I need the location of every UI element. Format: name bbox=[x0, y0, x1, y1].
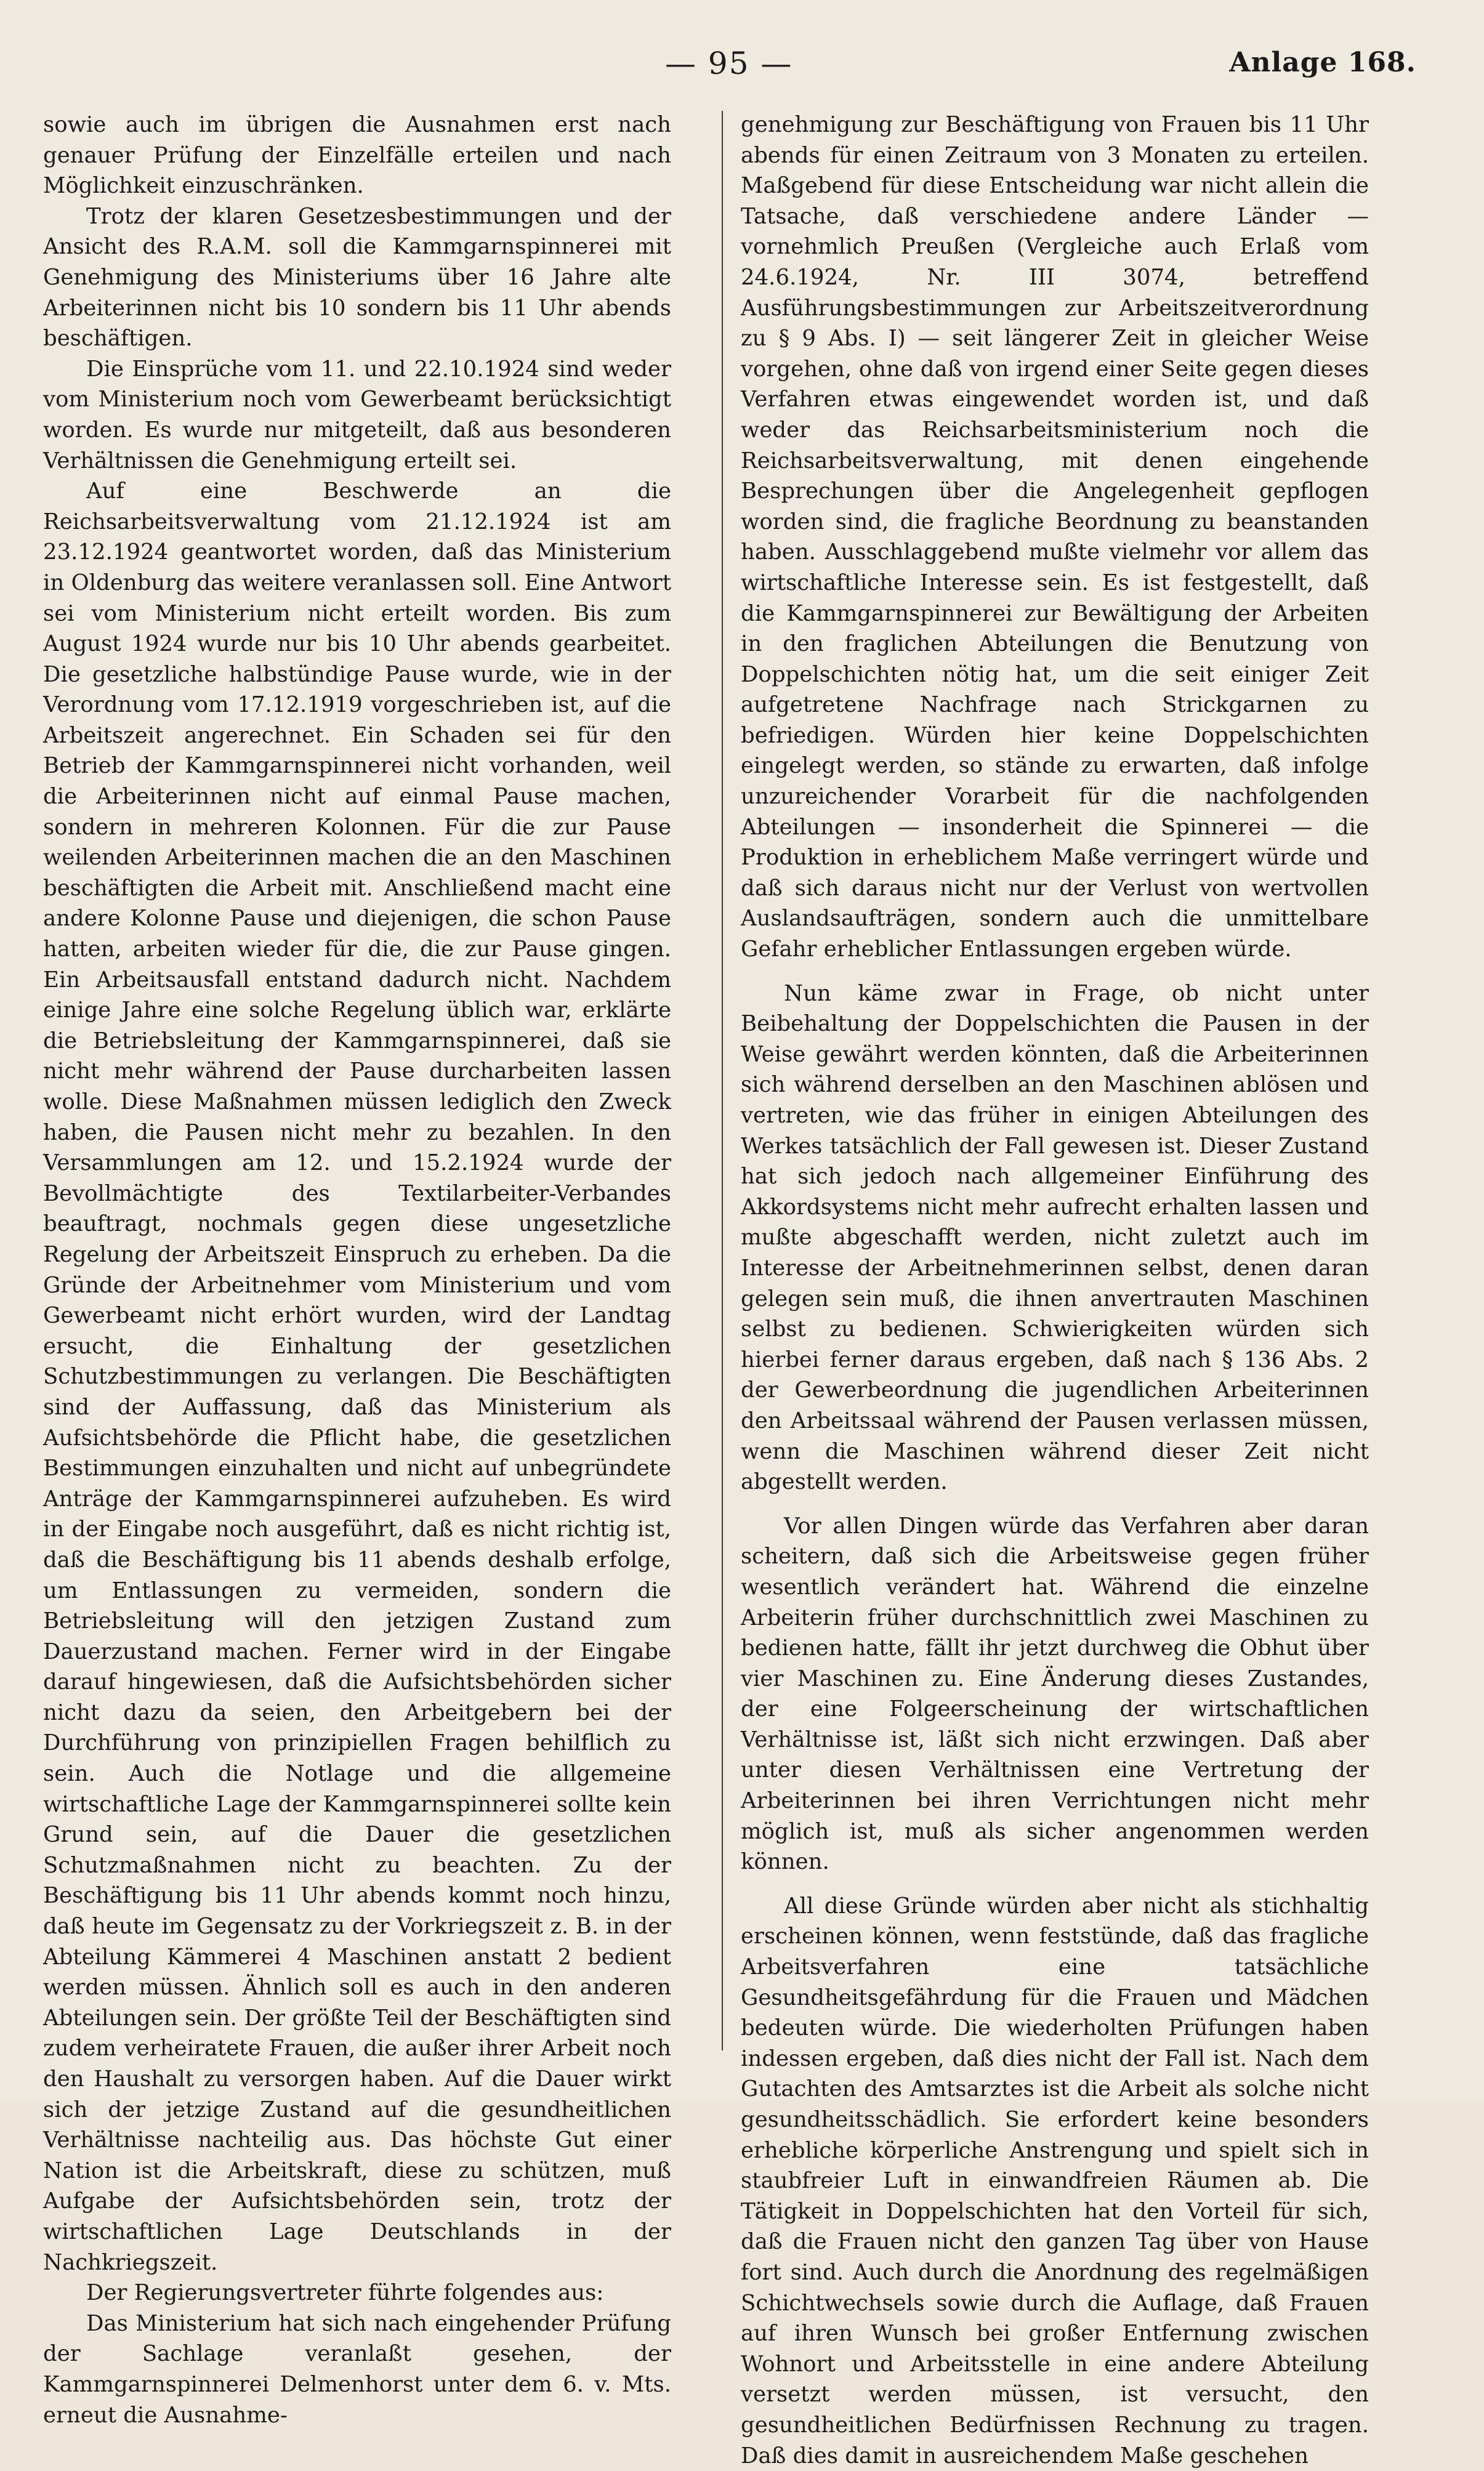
page-number: — 95 — bbox=[665, 46, 793, 81]
paragraph: Das Ministerium hat sich nach eingehender Prüfung der Sachlage veranlaßt gesehen, der Kammgarnspinnerei Delmenhorst unter dem 6. v. Mts. erneut die Ausnahme- bbox=[43, 2310, 671, 2428]
annex-label: Anlage 168. bbox=[1229, 47, 1416, 78]
paragraph: Nun käme zwar in Frage, ob nicht unter Beibehaltung der Doppelschichten die Pausen in der Weise gewährt werden könnten, daß die Arbeiterinnen sich während derselben an den Maschinen ablösen und vertreten, wie das früher in einigen Abteilungen des Werkes tatsächlich der Fall gewesen ist. Dieser Zustand hat sich jedoch nach allgemeiner Einführung des Akkordsystems nicht mehr aufrecht erhalten lassen und mußte abgeschafft werden, nicht zuletzt auch im Interesse der Arbeitnehmerinnen selbst, denen daran gelegen sein muß, die ihnen anvertrauten Maschinen selbst zu bedienen. Schwierigkeiten würden sich hierbei ferner daraus ergeben, daß nach § 136 Abs. 2 der Gewerbeordnung die jugendlichen Arbeiterinnen den Arbeitssaal während der Pausen verlassen müssen, wenn die Maschinen während dieser Zeit nicht abgestellt werden. bbox=[741, 980, 1369, 1495]
right-column bbox=[741, 110, 1369, 2471]
paragraph: Vor allen Dingen würde das Verfahren aber daran scheitern, daß sich die Arbeitsweise gegen früher wesentlich verändert hat. Während die einzelne Arbeiterin früher durchschnittlich zwei Maschinen zu bedienen hatte, fällt ihr jetzt durchweg die Obhut über vier Maschinen zu. Eine Änderung dieses Zustandes, der eine Folgeerscheinung der wirtschaftlichen Verhältnisse ist, läßt sich nicht erzwingen. Daß aber unter diesen Verhältnissen eine Vertretung der Arbeiterinnen bei ihren Verrichtungen nicht mehr möglich ist, muß als sicher angenommen werden können. bbox=[741, 1513, 1369, 1875]
left-column bbox=[43, 110, 671, 2430]
paragraph: Der Regierungsvertreter führte folgendes aus: bbox=[86, 2280, 604, 2306]
paragraph: genehmigung zur Beschäftigung von Frauen bis 11 Uhr abends für einen Zeitraum von 3 Monaten zu erteilen. Maßgebend für diese Entscheidung war nicht allein die Tatsache, daß verschiedene andere Länder — vornehmlich Preußen (Vergleiche auch Erlaß vom 24.6.1924, Nr. III 3074, betreffend Ausführungsbestimmungen zur Arbeitszeitverordnung zu § 9 Abs. I) — seit längerer Zeit in gleicher Weise vorgehen, ohne daß von irgend einer Seite gegen dieses Verfahren etwas eingewendet worden ist, und daß weder das Reichsarbeitsministerium noch die Reichsarbeitsverwaltung, mit denen eingehende Besprechungen über die Angelegenheit gepflogen worden sind, die fragliche Beordnung zu beanstanden haben. Ausschlaggebend mußte vielmehr vor allem das wirtschaftliche Interesse sein. Es ist festgestellt, daß die Kammgarnspinnerei zur Bewältigung der Arbeiten in den fraglichen Abteilungen die Benutzung von Doppelschichten nötig hat, um die seit einiger Zeit aufgetretene Nachfrage nach Strickgarnen zu befriedigen. Würden hier keine Doppelschichten eingelegt werden, so stände zu erwarten, daß infolge unzureichender Vorarbeit für die nachfolgenden Abteilungen — insonderheit die Spinnerei — die Produktion in erheblichem Maße verringert würde und daß sich daraus nicht nur der Verlust von wertvollen Auslandsaufträgen, sondern auch die unmittelbare Gefahr erheblicher Entlassungen ergeben würde. bbox=[741, 112, 1369, 962]
column-divider bbox=[722, 111, 723, 2050]
paragraph: All diese Gründe würden aber nicht als stichhaltig erscheinen können, wenn feststünde, daß das fragliche Arbeitsverfahren eine tatsächliche Gesundheitsgefährdung für die Frauen und Mädchen bedeuten würde. Die wiederholten Prüfungen haben indessen ergeben, daß dies nicht der Fall ist. Nach dem Gutachten des Amtsarztes ist die Arbeit als solche nicht gesundheitsschädlich. Sie erfordert keine besonders erhebliche körperliche Anstrengung und spielt sich in staubfreier Luft in einwandfreien Räumen ab. Die Tätigkeit in Doppelschichten hat den Vorteil für sich, daß die Frauen nicht den ganzen Tag über von Hause fort sind. Auch durch die Anordnung des regelmäßigen Schichtwechsels sowie durch die Auflage, daß Frauen auf ihren Wunsch bei großer Entfernung zwischen Wohnort und Arbeitsstelle in eine andere Abteilung versetzt werden müssen, ist versucht, den gesundheitlichen Bedürfnissen Rechnung zu tragen. Daß dies damit in ausreichendem Maße geschehen bbox=[741, 1893, 1369, 2469]
paragraph: Trotz der klaren Gesetzesbestimmungen und der Ansicht des R.A.M. soll die Kammgarnspinnerei mit Genehmigung des Ministeriums über 16 Jahre alte Arbeiterinnen nicht bis 10 sondern bis 11 Uhr abends beschäftigen. bbox=[43, 203, 671, 352]
page-header bbox=[0, 38, 1484, 94]
paragraph: Die Einsprüche vom 11. und 22.10.1924 sind weder vom Ministerium noch vom Gewerbeamt berücksichtigt worden. Es wurde nur mitgeteilt, daß aus besonderen Verhältnissen die Genehmigung erteilt sei. bbox=[43, 356, 671, 474]
paragraph: Auf eine Beschwerde an die Reichsarbeitsverwaltung vom 21.12.1924 ist am 23.12.1924 geantwortet worden, daß das Ministerium in Oldenburg das weitere veranlassen soll. Eine Antwort sei vom Ministerium nicht erteilt worden. Bis zum August 1924 wurde nur bis 10 Uhr abends gearbeitet. Die gesetzliche halbstündige Pause wurde, wie in der Verordnung vom 17.12.1919 vorgeschrieben ist, auf die Arbeitszeit angerechnet. Ein Schaden sei für den Betrieb der Kammgarnspinnerei nicht vorhanden, weil die Arbeiterinnen nicht auf einmal Pause machen, sondern in mehreren Kolonnen. Für die zur Pause weilenden Arbeiterinnen machen die an den Maschinen beschäftigten die Arbeit mit. Anschließend macht eine andere Kolonne Pause und diejenigen, die schon Pause hatten, arbeiten wieder für die, die zur Pause gingen. Ein Arbeitsausfall entstand dadurch nicht. Nachdem einige Jahre eine solche Regelung üblich war, erklärte die Betriebsleitung der Kammgarnspinnerei, daß sie nicht mehr während der Pause durcharbeiten lassen wolle. Diese Maßnahmen müssen lediglich den Zweck haben, die Pausen nicht mehr zu bezahlen. In den Versammlungen am 12. und 15.2.1924 wurde der Bevollmächtigte des Textilarbeiter-Verbandes beauftragt, nochmals gegen diese ungesetzliche Regelung der Arbeitszeit Einspruch zu erheben. Da die Gründe der Arbeitnehmer vom Ministerium und vom Gewerbeamt nicht erhört wurden, wird der Landtag ersucht, die Einhaltung der gesetzlichen Schutzbestimmungen zu verlangen. Die Beschäftigten sind der Auffassung, daß das Ministerium als Aufsichtsbehörde die Pflicht habe, die gesetzlichen Bestimmungen einzuhalten und nicht auf unbegründete Anträge der Kammgarnspinnerei aufzuheben. Es wird in der Eingabe noch ausgeführt, daß es nicht richtig ist, daß die Beschäftigung bis 11 abends deshalb erfolge, um Entlassungen zu vermeiden, sondern die Betriebsleitung will den jetzigen Zustand zum Dauerzustand machen. Ferner wird in der Eingabe darauf hingewiesen, daß die Aufsichtsbehörden sicher nicht dazu da seien, den Arbeitgebern bei der Durchführung von prinzipiellen Fragen behilflich zu sein. Auch die Notlage und die allgemeine wirtschaftliche Lage der Kammgarnspinnerei sollte kein Grund sein, auf die Dauer die gesetzlichen Schutzmaßnahmen nicht zu beachten. Zu der Beschäftigung bis 11 Uhr abends kommt noch hinzu, daß heute im Gegensatz zu der Vorkriegszeit z. B. in der Abteilung Kämmerei 4 Maschinen anstatt 2 bedient werden müssen. Ähnlich soll es auch in den anderen Abteilungen sein. Der größte Teil der Beschäftigten sind zudem verheiratete Frauen, die außer ihrer Arbeit noch den Haushalt zu versorgen haben. Auf die Dauer wirkt sich der jetzige Zustand auf die gesundheitlichen Verhältnisse nachteilig aus. Das höchste Gut einer Nation ist die Arbeitskraft, diese zu schützen, muß Aufgabe der Aufsichtsbehörden sein, trotz der wirtschaftlichen Lage Deutschlands in der Nachkriegszeit. bbox=[43, 478, 671, 2275]
paragraph: sowie auch im übrigen die Ausnahmen erst nach genauer Prüfung der Einzelfälle erteilen und nach Möglichkeit einzuschränken. bbox=[43, 112, 671, 199]
